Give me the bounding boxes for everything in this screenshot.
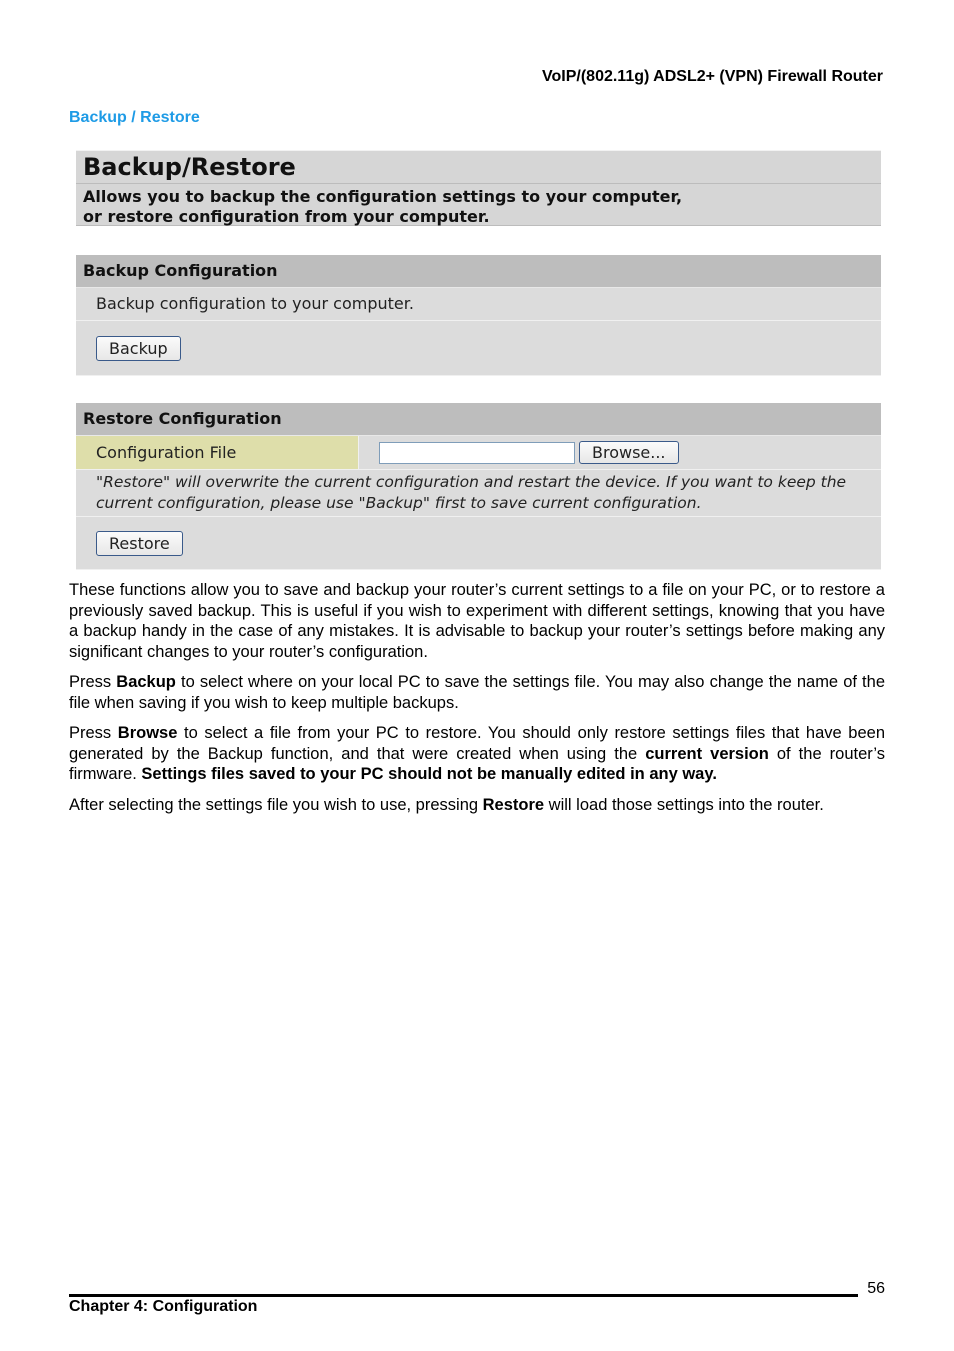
config-file-label: Configuration File bbox=[76, 436, 359, 469]
paragraph-4 bbox=[69, 795, 885, 816]
restore-section bbox=[76, 403, 881, 570]
p3-text-mid: to select a file from your PC to restore. You should only restore settings files that have been generated by the Backup function, and that were created when using the bbox=[69, 724, 885, 763]
backup-button[interactable]: Backup bbox=[96, 336, 181, 361]
p4-text-end: will load those settings into the router. bbox=[544, 795, 824, 814]
page-title: Backup/Restore bbox=[76, 150, 881, 183]
restore-section-header: Restore Configuration bbox=[76, 403, 881, 436]
p2-text-end: to select where on your local PC to save the settings file. You may also change the name of the file when saving if you wish to keep multiple backups. bbox=[69, 673, 885, 712]
footer-chapter: Chapter 4: Configuration bbox=[69, 1298, 258, 1315]
browse-button[interactable]: Browse... bbox=[579, 441, 679, 464]
document-header: VoIP/(802.11g) ADSL2+ (VPN) Firewall Router bbox=[542, 68, 883, 85]
config-file-cell bbox=[359, 436, 881, 469]
paragraph-1: These functions allow you to save and backup your router’s current settings to a file on your PC, or to restore a previously saved backup. This is useful if you wish to experiment with different settings, knowing that you have a backup handy in the case of any mistakes. It is advisable to backup your router’s settings before making any significant changes to your router’s configuration. bbox=[69, 581, 885, 661]
backup-section-header: Backup Configuration bbox=[76, 255, 881, 288]
p3-text: Press bbox=[69, 724, 118, 742]
backup-section bbox=[76, 255, 881, 376]
p3-text-mid2: of the router’s firmware. bbox=[69, 744, 885, 783]
paragraph-2 bbox=[69, 672, 885, 713]
p3-bold-3: Settings files saved to your PC should not be manually edited in any way. bbox=[141, 765, 717, 783]
backup-description: Backup configuration to your computer. bbox=[76, 288, 881, 321]
backup-button-row bbox=[76, 321, 881, 376]
subtitle-line-1: Allows you to backup the configuration settings to your computer, bbox=[83, 187, 683, 206]
subtitle-line-2: or restore configuration from your computer. bbox=[83, 207, 490, 226]
section-heading: Backup / Restore bbox=[69, 109, 200, 126]
p2-text: Press bbox=[69, 673, 117, 691]
footer-rule bbox=[69, 1294, 858, 1297]
config-file-row bbox=[76, 436, 881, 470]
restore-button[interactable]: Restore bbox=[96, 531, 183, 556]
paragraph-3 bbox=[69, 723, 885, 785]
page-subtitle bbox=[76, 183, 881, 226]
restore-warning-note: "Restore" will overwrite the current configuration and restart the device. If you want to keep the current configuration, please use "Backup" first to save current configuration. bbox=[76, 470, 881, 517]
page-title-panel bbox=[76, 150, 881, 226]
p3-bold-1: Browse bbox=[117, 724, 178, 742]
restore-button-row bbox=[76, 517, 881, 570]
p3-bold-2: current version bbox=[645, 744, 769, 763]
page-number: 56 bbox=[867, 1280, 885, 1297]
body-text bbox=[69, 580, 885, 825]
p4-bold: Restore bbox=[482, 795, 545, 814]
p4-text: After selecting the settings file you wish to use, pressing bbox=[69, 795, 483, 814]
config-file-input[interactable] bbox=[379, 442, 575, 464]
p2-bold: Backup bbox=[116, 673, 176, 691]
